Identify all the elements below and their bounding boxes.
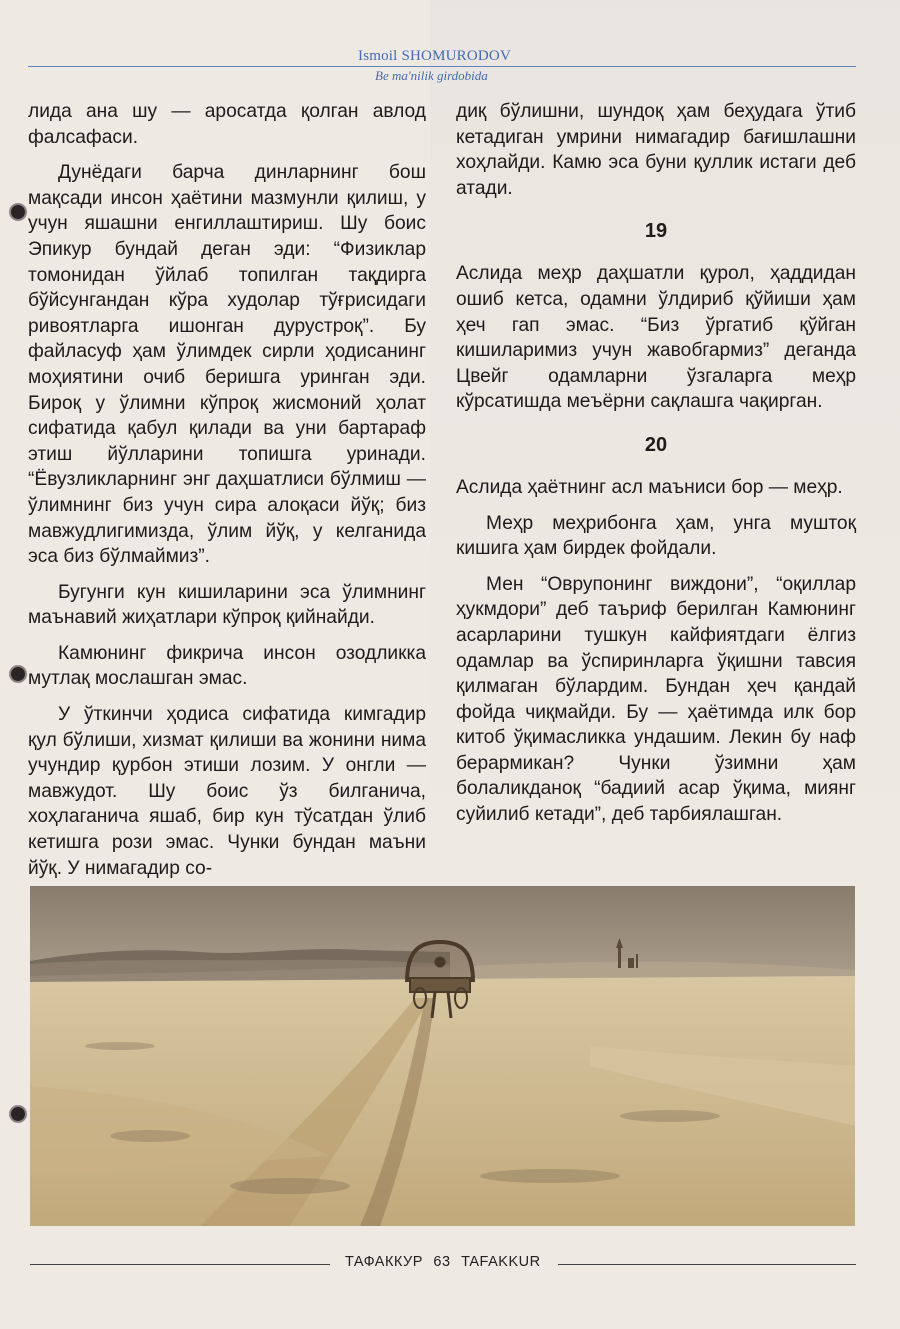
footer-text (342, 1254, 544, 1270)
paragraph: Мен “Оврупонинг виждони”, “оқиллар ҳукмдори” деб таъриф берилган Камюнинг асарларини тушкун кайфиятдаги ёлгиз одамлар ва ўспиринларга ўқишни тавсия қилмаган бўлардим. Бундан ҳеч қандай фойда чиқмайди. Бу — ҳаётимда илк бор китоб ўқимасликка ундашим. Лекин бу наф берармикан? Чунки ўзимни ҳам болаликданоқ “бадиий асар ўқима, миянг суйилиб кетади”, деб тарбиялашган. (456, 573, 856, 826)
page-number: 63 (433, 1254, 451, 1270)
sepia-painting-illustration (30, 886, 855, 1226)
binding-hole (11, 1107, 25, 1121)
footer-rule-left (30, 1264, 330, 1265)
paragraph: Бугунги кун кишиларини эса ўлимнинг маънавий жиҳатлари кўпроқ қийнайди. (28, 581, 426, 629)
header-rule (28, 66, 856, 67)
left-column (28, 99, 426, 891)
right-column (456, 99, 856, 838)
paragraph: Аслида ҳаётнинг асл маъниси бор — меҳр. (456, 476, 843, 498)
footer-journal-latin: TAFAKKUR (461, 1254, 541, 1270)
running-header (0, 46, 900, 96)
footer-rule-right (558, 1264, 856, 1265)
painting-image (30, 886, 855, 1226)
binding-hole (11, 667, 25, 681)
page-footer (0, 1252, 900, 1276)
header-author: Ismoil SHOMURODOV (358, 48, 511, 64)
footer-journal-cyrillic: ТАФАККУР (345, 1254, 423, 1270)
paragraph: Дунёдаги барча динларнинг бош мақсади инсон ҳаётини мазмунли қилиш, у учун яшашни енгиллаштириш. Шу боис Эпикур бундай деган эди: “Физиклар томонидан ўйлаб топилган тақдирга бўйсунгандан кўра худолар тўғрисидаги ривоятларга ишонган дурустроқ”. Бу файласуф ҳам ўлимдек сирли ҳодисанинг моҳиятини очиб беришга уринган эди. Бироқ у ўлимни кўпроқ жисмоний ҳолат сифатида қабул қилади ва уни бартараф этиш йўлларини топишга уринади. “Ёвузликларнинг энг даҳшатлиси бўлмиш — ўлимнинг биз учун сира алоқаси йўқ; биз мавжудлигимизда, ўлим йўқ, у келганида эса биз бўлмаймиз”. (28, 162, 426, 568)
section-number: 20 (644, 433, 668, 456)
paragraph: Меҳр меҳрибонга ҳам, унга муштоқ кишига ҳам бирдек фойдали. (456, 512, 856, 560)
paragraph: диқ бўлишни, шундоқ ҳам беҳудага ўтиб кетадиган умрини нимагадир бағишлашни хоҳлайди. Камю эса буни қуллик истаги деб атади. (456, 101, 856, 199)
paragraph: лида ана шу — аросатда қолган авлод фалсафаси. (28, 101, 426, 148)
section-number: 19 (644, 220, 668, 243)
paragraph: У ўткинчи ҳодиса сифатида кимгадир қул бўлиши, хизмат қилиши ва жонини нима учундир қурбон этиши лозим. У онгли — мавжудот. Шу боис ўз билганича, хоҳлаганича яшаб, бир кун тўсатдан ўлиб кетишга рози эмас. Чунки бундан маъни йўқ. У нимагадир со- (28, 704, 426, 879)
binding-hole (11, 205, 25, 219)
paragraph: Аслида меҳр даҳшатли қурол, ҳаддидан ошиб кетса, одамни ўлдириб қўйиши ҳам ҳеч гап эмас. “Биз ўргатиб қўйган кишиларимиз учун жавобгармиз” деганда Цвейг одамларни ўзгаларга меҳр кўрсатишда меъёрни сақлашга чақирган. (456, 263, 856, 413)
paragraph: Камюнинг фикрича инсон озодликка мутлақ мослашган эмас. (28, 642, 426, 690)
header-subtitle: Be ma'nilik girdobida (375, 68, 488, 83)
